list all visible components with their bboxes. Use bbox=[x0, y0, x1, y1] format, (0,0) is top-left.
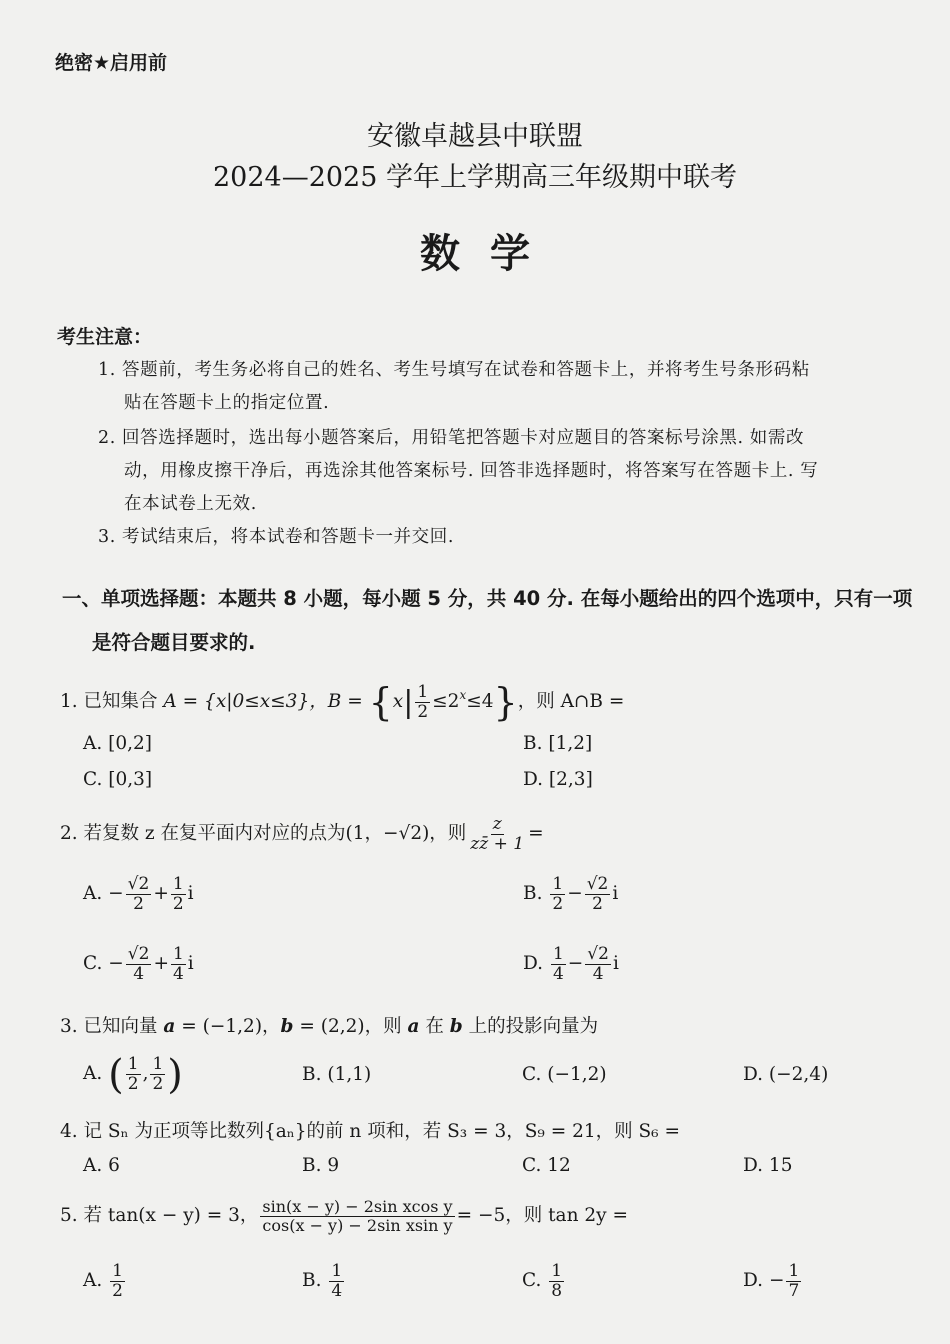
q1-option-d: D. [2,3] bbox=[523, 769, 593, 790]
q5a-frac bbox=[110, 1262, 125, 1300]
q3-pre: 3. 已知向量 bbox=[60, 1016, 164, 1037]
q2a-op: + bbox=[153, 883, 169, 905]
q1-option-b: B. [1,2] bbox=[523, 733, 593, 754]
q3a-lparen: ( bbox=[108, 1052, 124, 1098]
q1-frac-num: 1 bbox=[417, 681, 429, 702]
q5d-den: 7 bbox=[788, 1280, 800, 1301]
question-2 bbox=[60, 815, 544, 853]
q3-option-a: A. ( $\frac{1}{2}$ , $\frac{1}{2}$ ) bbox=[83, 1052, 183, 1098]
q2b-n2: √2 bbox=[586, 874, 609, 894]
q3-vec-a2: a bbox=[407, 1016, 420, 1037]
q2a-label: A. bbox=[83, 883, 103, 905]
q2a-n1: √2 bbox=[127, 874, 150, 894]
q2a-n2: 1 bbox=[172, 874, 184, 894]
q2-option-a bbox=[83, 875, 194, 913]
q5b-num: 1 bbox=[331, 1261, 343, 1281]
q3-option-c: C. (−1,2) bbox=[522, 1064, 607, 1085]
q3a-n2: 1 bbox=[152, 1053, 164, 1074]
q2b-op: − bbox=[567, 883, 583, 905]
confidential-label: 绝密★启用前 bbox=[55, 52, 168, 74]
q2d-n2: √2 bbox=[587, 944, 609, 964]
q5b-frac bbox=[329, 1262, 344, 1300]
q2c-label: C. bbox=[83, 953, 103, 975]
q3-vec-a: a bbox=[163, 1016, 176, 1037]
notice-item-1: 1. 答题前，考生务必将自己的姓名、考生号填写在试卷和答题卡上，并将考生号条形码粘 bbox=[98, 360, 810, 380]
q2-fraction bbox=[468, 815, 526, 853]
q3a-n1: 1 bbox=[127, 1053, 139, 1074]
q2c-d1: 4 bbox=[133, 963, 145, 984]
q5-pre: 5. 若 tan(x − y) = 3， bbox=[60, 1205, 259, 1227]
q2c-sign: − bbox=[108, 953, 124, 975]
q2b-label: B. bbox=[523, 883, 543, 905]
q2a-i: i bbox=[187, 883, 194, 905]
q4-option-b: B. 9 bbox=[302, 1155, 340, 1176]
q1-left-brace: { bbox=[368, 680, 393, 724]
q1-right-brace: } bbox=[493, 680, 518, 724]
q5d-sign: − bbox=[768, 1270, 785, 1292]
q2b-frac1 bbox=[550, 875, 565, 913]
q2a-frac2 bbox=[171, 875, 186, 913]
q3-option-d: D. (−2,4) bbox=[743, 1064, 829, 1085]
q5-post: = −5，则 tan 2y = bbox=[456, 1205, 628, 1227]
notice-title: 考生注意： bbox=[57, 326, 153, 348]
q2-option-c bbox=[83, 945, 194, 983]
q1-ineq: ≤2 bbox=[432, 691, 460, 712]
section-heading: 一、单项选择题：本题共 8 小题，每小题 5 分，共 40 分. 在每小题给出的四个选项中，只有一项 bbox=[62, 587, 913, 610]
q3-a-val: = (−1,2)， bbox=[175, 1016, 281, 1037]
q3-vec-b: b bbox=[280, 1016, 294, 1037]
q2c-frac2 bbox=[171, 945, 186, 983]
q2d-n1: 1 bbox=[552, 944, 564, 964]
notice-item-1-cont: 贴在答题卡上的指定位置. bbox=[124, 393, 330, 413]
q5-option-d bbox=[743, 1262, 803, 1300]
q1-suffix: ，则 A∩B = bbox=[517, 691, 625, 712]
notice-item-3: 3. 考试结束后，将本试卷和答题卡一并交回. bbox=[98, 527, 455, 547]
notice-item-2: 2. 回答选择题时，选出每小题答案后，用铅笔把答题卡对应题目的答案标号涂黑. 如需改 bbox=[98, 428, 805, 448]
q5d-frac bbox=[786, 1262, 801, 1300]
q3a-d1: 2 bbox=[127, 1073, 139, 1094]
q5-fraction bbox=[260, 1198, 454, 1234]
q3a-label: A. bbox=[83, 1063, 103, 1084]
q2b-d1: 2 bbox=[552, 893, 564, 914]
q2c-n2: 1 bbox=[172, 944, 184, 964]
q2d-frac1 bbox=[551, 945, 566, 983]
q2b-d2: 2 bbox=[592, 893, 603, 914]
q5d-num: 1 bbox=[788, 1261, 800, 1281]
q3-vec-b2: b bbox=[449, 1016, 463, 1037]
q2b-frac2 bbox=[585, 875, 611, 913]
q1-exponent: x bbox=[459, 688, 467, 702]
q5c-label: C. bbox=[522, 1270, 542, 1292]
q2d-i: i bbox=[612, 953, 619, 975]
notice-item-2-cont: 动，用橡皮擦干净后，再选涂其他答案标号. 回答非选择题时，将答案写在答题卡上. 写 bbox=[124, 461, 819, 481]
q1-set-var: x bbox=[392, 691, 404, 712]
q5-option-c bbox=[522, 1262, 566, 1300]
q2c-n1: √2 bbox=[127, 944, 150, 964]
q2-option-d bbox=[523, 945, 619, 983]
q1-prefix: 1. 已知集合 bbox=[60, 691, 164, 712]
q5c-frac bbox=[549, 1262, 564, 1300]
q2c-op: + bbox=[153, 953, 169, 975]
q2-frac-num: z bbox=[492, 814, 502, 834]
q2-option-b bbox=[523, 875, 618, 913]
q3a-d2: 2 bbox=[152, 1073, 164, 1094]
section-heading-cont: 是符合题目要求的. bbox=[92, 631, 256, 654]
q1-option-a: A. [0,2] bbox=[83, 733, 152, 754]
q5c-den: 8 bbox=[551, 1280, 563, 1301]
q3-b-val: = (2,2)，则 bbox=[293, 1016, 408, 1037]
q5a-den: 2 bbox=[112, 1280, 123, 1301]
subject-title: 数学 bbox=[420, 231, 560, 277]
q2a-d2: 2 bbox=[172, 893, 184, 914]
q2-equals: = bbox=[528, 823, 544, 845]
q3-mid: 在 bbox=[419, 1016, 450, 1037]
q5a-label: A. bbox=[83, 1270, 103, 1292]
q3a-frac2 bbox=[150, 1055, 165, 1093]
q2d-label: D. bbox=[523, 953, 544, 975]
q5b-den: 4 bbox=[331, 1280, 343, 1301]
question-3 bbox=[60, 1012, 598, 1038]
q3a-rparen: ) bbox=[167, 1052, 183, 1098]
q4-option-a: A. 6 bbox=[83, 1155, 120, 1176]
notice-item-2-cont2: 在本试卷上无效. bbox=[124, 494, 257, 514]
q5b-label: B. bbox=[302, 1270, 322, 1292]
question-4: 4. 记 Sₙ 为正项等比数列{aₙ}的前 n 项和，若 S₃ = 3，S₉ = 21，则 S₆ = bbox=[60, 1121, 680, 1142]
q2b-i: i bbox=[612, 883, 619, 905]
q5a-num: 1 bbox=[112, 1261, 123, 1281]
q2d-d1: 4 bbox=[552, 963, 564, 984]
q2-frac-den: zz̄ + 1 bbox=[470, 833, 525, 854]
q2b-n1: 1 bbox=[552, 874, 564, 894]
q5-option-a bbox=[83, 1262, 127, 1300]
q5-frac-num: sin(x − y) − 2sin xcos y bbox=[262, 1197, 453, 1216]
q2-text: 2. 若复数 z 在复平面内对应的点为(1，−√2)，则 bbox=[60, 823, 467, 845]
q5-option-b bbox=[302, 1262, 346, 1300]
q3-option-b: B. (1,1) bbox=[302, 1064, 372, 1085]
q2c-d2: 4 bbox=[172, 963, 184, 984]
question-1 bbox=[60, 680, 624, 724]
q3-end: 上的投影向量为 bbox=[462, 1016, 599, 1037]
q4-option-d: D. 15 bbox=[743, 1155, 793, 1176]
exam-organizer-title: 安徽卓越县中联盟 bbox=[367, 121, 583, 152]
q5c-num: 1 bbox=[551, 1261, 563, 1281]
question-5 bbox=[60, 1198, 628, 1234]
q2d-frac2 bbox=[585, 945, 611, 983]
q2d-op: − bbox=[567, 953, 584, 975]
exam-session-title: 2024—2025 学年上学期高三年级期中联考 bbox=[212, 162, 737, 193]
q1-bar: | bbox=[403, 685, 414, 720]
q1-fraction bbox=[415, 683, 430, 721]
q5-frac-den: cos(x − y) − 2sin xsin y bbox=[262, 1215, 453, 1235]
q1-option-c: C. [0,3] bbox=[83, 769, 153, 790]
q2a-frac1 bbox=[126, 875, 152, 913]
q2a-d1: 2 bbox=[133, 893, 144, 914]
q1-set-a: A = {x|0≤x≤3}，B = bbox=[163, 691, 369, 712]
q2d-d2: 4 bbox=[592, 963, 604, 984]
q5d-label: D. bbox=[743, 1270, 764, 1292]
q1-ineq-end: ≤4 bbox=[466, 691, 494, 712]
q2a-sign: − bbox=[108, 883, 124, 905]
q1-frac-den: 2 bbox=[417, 701, 429, 722]
q2c-i: i bbox=[187, 953, 194, 975]
q2c-frac1 bbox=[126, 945, 152, 983]
q3a-frac1 bbox=[126, 1055, 141, 1093]
q4-option-c: C. 12 bbox=[522, 1155, 571, 1176]
